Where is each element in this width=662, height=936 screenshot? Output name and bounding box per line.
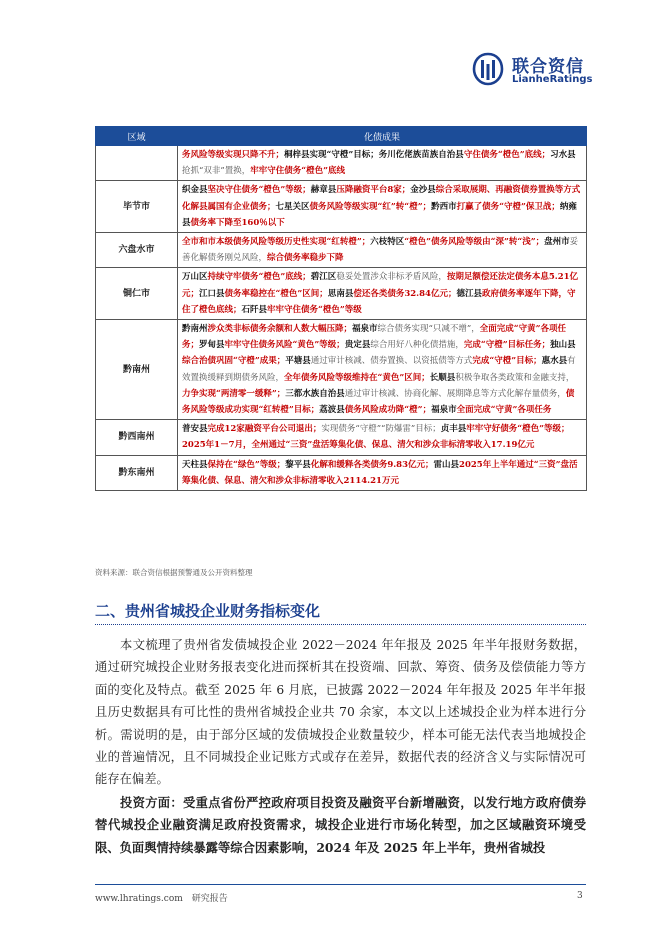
plain-text: 实现债务“守橙”“防爆雷”目标； bbox=[321, 424, 441, 435]
plain-text: 妥善化解债务刚兑风险， bbox=[182, 237, 579, 264]
plain-text: 通过审计核减、协商化解、展期降息等方式化解存量债务， bbox=[344, 388, 566, 399]
plain-text: 有效置换缓释到期债务风险， bbox=[182, 356, 576, 383]
logo-en-text: LianheRatings bbox=[512, 74, 593, 85]
region-name-text: 荔波县 bbox=[319, 405, 345, 416]
region-name-text: 习水县 bbox=[550, 150, 576, 160]
region-cell: 黔西南州 bbox=[96, 420, 178, 455]
footer-site: www.lhratings.com 研究报告 bbox=[95, 894, 228, 904]
highlight-text: 牢牢守住债务“橙色”底线 bbox=[250, 166, 345, 177]
highlight-text: 综合治债巩固“守橙”成果； bbox=[182, 356, 286, 367]
highlight-text: 全面完成“守黄”各项任务； bbox=[182, 324, 567, 351]
highlight-text: 债务率下降至160％以下 bbox=[190, 217, 285, 228]
table-row bbox=[96, 233, 587, 268]
table-row bbox=[96, 268, 587, 320]
results-cell bbox=[178, 420, 587, 455]
highlight-text: 守住债务“橙色”底线； bbox=[463, 150, 551, 160]
highlight-text: 债务风险等级实现“红”转“橙”； bbox=[309, 201, 432, 212]
highlight-text: 力争实现“两清零一缓释”； bbox=[182, 388, 286, 399]
results-cell bbox=[178, 233, 587, 268]
region-cell: 毕节市 bbox=[96, 181, 178, 233]
region-name-text: 六枝特区 bbox=[370, 237, 405, 248]
region-name-text: 江口县 bbox=[199, 288, 225, 299]
plain-text: 抢抓“双非”置换， bbox=[182, 166, 251, 177]
highlight-text: “橙色”债务风险等级由“深”转“浅”； bbox=[404, 237, 545, 248]
highlight-text: 打赢了债务“守橙”保卫战； bbox=[456, 201, 560, 212]
region-name-text: 碧江区 bbox=[310, 272, 337, 283]
region-cell: 六盘水市 bbox=[96, 233, 178, 268]
region-name-text: 务川仡佬族苗族自治县 bbox=[378, 150, 464, 160]
plain-text: 稳妥处置涉众非标矛盾风险， bbox=[336, 272, 447, 283]
region-name-text: 盘州市 bbox=[544, 237, 570, 248]
highlight-text: 牢牢守住债务“橙色”等级 bbox=[267, 304, 362, 315]
region-name-text: 桐梓县实现“守橙”目标； bbox=[284, 150, 379, 160]
table-body bbox=[96, 146, 587, 491]
section-divider bbox=[95, 624, 586, 625]
table-row bbox=[96, 455, 587, 490]
results-cell bbox=[178, 181, 587, 233]
column-header-region: 区域 bbox=[96, 127, 178, 146]
region-name-text: 平塘县 bbox=[285, 356, 311, 367]
region-cell: 铜仁市 bbox=[96, 268, 178, 320]
highlight-text: 债务风险等级成功实现“红转橙”目标； bbox=[182, 388, 575, 416]
region-name-text: 金沙县 bbox=[410, 185, 436, 196]
plain-text: 积极争取各类政策和金融支持， bbox=[455, 372, 575, 383]
table-row bbox=[96, 320, 587, 420]
highlight-text: 坚决守住债务“橙色”等级； bbox=[207, 185, 311, 196]
highlight-text: 保持在“绿色”等级； bbox=[207, 459, 286, 470]
logo-cn-text: 联合资信 bbox=[512, 57, 584, 77]
highlight-text: 政府债务率逐年下降，守住了橙色底线； bbox=[182, 288, 576, 315]
region-name-text: 七星关区 bbox=[275, 201, 310, 212]
table-row bbox=[96, 146, 587, 181]
highlight-text: 压降融资平台8家； bbox=[336, 185, 411, 196]
plain-text: 综合债务实现“只减不增”， bbox=[377, 324, 480, 335]
results-cell bbox=[178, 146, 587, 181]
region-name-text: 德江县 bbox=[456, 288, 482, 299]
table-row bbox=[96, 181, 587, 233]
highlight-text: 化解和缓释各类债务9.83亿元； bbox=[310, 459, 434, 470]
region-name-text: 贞丰县 bbox=[440, 424, 467, 435]
page-number: 3 bbox=[577, 891, 583, 901]
results-cell bbox=[178, 455, 587, 490]
region-cell: 黔南州 bbox=[96, 320, 178, 420]
highlight-text: 2025年1－7月，全州通过“三资”盘活筹集化债、保息、清欠和涉众非标清零收入17.19亿元 bbox=[182, 440, 535, 451]
section-title: 二、贵州省城投企业财务指标变化 bbox=[95, 602, 321, 620]
region-name-text: 雷山县 bbox=[433, 459, 460, 470]
region-name-text: 三都水族自治县 bbox=[285, 388, 345, 399]
highlight-text: 债务风险成功降“橙”； bbox=[344, 405, 432, 416]
highlight-text: 完成“守橙”目标； bbox=[472, 356, 542, 367]
highlight-text: 债务率稳控在“橙色”区间； bbox=[224, 288, 328, 299]
highlight-text: 完成“守橙”目标任务； bbox=[463, 340, 551, 351]
region-name-text: 独山县 bbox=[550, 340, 576, 351]
table-source-note: 资料来源：联合资信根据预警通及公开资料整理 bbox=[95, 568, 253, 577]
highlight-text: 全年债务风险等级维持在“黄色”区间； bbox=[284, 372, 430, 383]
highlight-text: 全市和市本级债务风险等级历史性实现“红转橙”； bbox=[182, 237, 371, 248]
region-name-text: 纳雍县 bbox=[182, 201, 577, 228]
region-name-text: 贵定县 bbox=[344, 340, 371, 351]
region-name-text: 石阡县 bbox=[241, 304, 268, 315]
results-cell bbox=[178, 320, 587, 420]
results-cell bbox=[178, 268, 587, 320]
region-name-text: 普安县 bbox=[182, 424, 208, 435]
debt-resolution-table bbox=[95, 126, 587, 491]
region-name-text: 罗甸县 bbox=[199, 340, 225, 351]
highlight-text: 偿还各类债务32.84亿元； bbox=[353, 288, 457, 299]
plain-text: 综合用好八种化债措施， bbox=[370, 340, 464, 351]
region-name-text: 长顺县 bbox=[429, 372, 456, 383]
region-name-text: 天柱县 bbox=[182, 459, 208, 470]
highlight-text: 完成12家融资平台公司退出； bbox=[207, 424, 322, 435]
highlight-text: 牢牢守好债务“橙色”等级； bbox=[466, 424, 570, 435]
region-name-text: 惠水县 bbox=[541, 356, 568, 367]
column-header-results: 化债成果 bbox=[178, 127, 587, 146]
highlight-text: 牢牢守住债务风险“黄色”等级； bbox=[224, 340, 345, 351]
body-paragraph-1: 本文梳理了贵州省发债城投企业 2022－2024 年年报及 2025 年半年报财务数据，通过研究城投企业财务报表变化进而探析其在投资端、回款、筹资、债务及偿债能力等方面的变化及特点。截至 2025 年 6 月底，已披露 2022－2024 年年报及 2025 年半年报且历史数据具有可比性的贵州省城投企业共 70 余家，本文以上述城投企业为样本进行分析。需说明的是，由于部分区域的发债城投企业数量较少，样本可能无法代表当地城投企业的普遍情况，且不同城投企业记账方式或存在差异，数据代表的经济含义与实际情况可能存在偏差。 bbox=[95, 638, 586, 787]
body-paragraph-2: 投资方面：受重点省份严控政府项目投资及融资平台新增融资，以发行地方政府债券替代城投企业融资满足政府投资需求，城投企业进行市场化转型，加之区域融资环境受限、负面舆情持续暴露等综合因素影响，2024 年及 2025 年上半年，贵州省城投 bbox=[95, 795, 586, 855]
plain-text: 通过审计核减、债券置换、以资抵债等方式 bbox=[310, 356, 473, 367]
region-cell bbox=[96, 146, 178, 181]
highlight-text: 2025年上半年通过“三资”盘活筹集化债、保息、清欠和涉众非标清零收入2114.21万元 bbox=[182, 459, 578, 486]
region-name-text: 万山区 bbox=[182, 272, 208, 283]
region-name-text: 织金县 bbox=[182, 185, 208, 196]
highlight-text: 务风险等级实现只降不升； bbox=[182, 150, 285, 160]
lianhe-logo bbox=[472, 48, 604, 92]
highlight-text: 按期足额偿还法定债务本息5.21亿元； bbox=[182, 272, 579, 299]
region-name-text: 赫章县 bbox=[310, 185, 337, 196]
highlight-text: 持续守牢债务“橙色”底线； bbox=[207, 272, 311, 283]
region-name-text: 福泉市 bbox=[352, 324, 378, 335]
table-row bbox=[96, 420, 587, 455]
footer-divider bbox=[95, 884, 586, 885]
highlight-text: 全面完成“守黄”各项任务 bbox=[456, 405, 552, 416]
region-name-text: 黔西市 bbox=[431, 201, 457, 212]
region-cell: 黔东南州 bbox=[96, 455, 178, 490]
highlight-text: 综合采取展期、再融资债券置换等方式化解县属国有企业债务； bbox=[182, 185, 581, 212]
lianhe-logo-icon bbox=[472, 52, 504, 86]
region-name-text: 黎平县 bbox=[285, 459, 311, 470]
table-header-row bbox=[96, 127, 587, 146]
highlight-text: 综合债务率稳步下降 bbox=[267, 253, 344, 264]
region-name-text: 福泉市 bbox=[431, 405, 457, 416]
highlight-text: 涉众类非标债务余额和人数大幅压降； bbox=[207, 324, 353, 335]
region-name-text: 思南县 bbox=[327, 288, 354, 299]
region-name-text: 黔南州 bbox=[182, 324, 208, 335]
